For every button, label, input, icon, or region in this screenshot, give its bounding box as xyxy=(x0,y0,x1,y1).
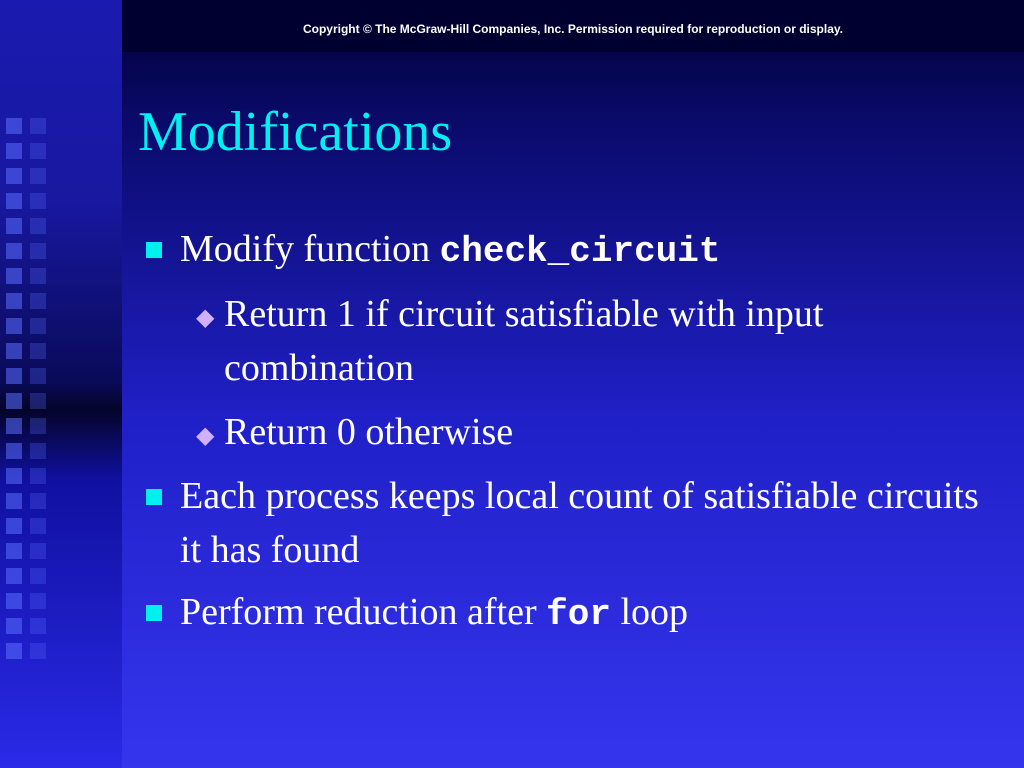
slide-content xyxy=(140,222,1000,650)
square-bullet-icon xyxy=(146,489,162,505)
square-bullet-icon xyxy=(146,605,162,621)
bullet-item xyxy=(140,222,1000,279)
sub-bullet-text: Return 1 if circuit satisfiable with input combination xyxy=(224,293,824,389)
square-column-decoration xyxy=(6,118,28,668)
square-column-decoration-faint xyxy=(30,118,52,668)
diamond-bullet-icon: ◆ xyxy=(196,303,215,331)
code-text: check_circuit xyxy=(439,231,721,272)
bullet-item xyxy=(140,469,1000,577)
bullet-text: Perform reduction after xyxy=(180,591,547,633)
diamond-bullet-icon: ◆ xyxy=(196,421,215,449)
sub-bullet-text: Return 0 otherwise xyxy=(224,411,514,453)
square-bullet-icon xyxy=(146,242,162,258)
sidebar-decoration xyxy=(0,0,122,768)
sub-bullet-item xyxy=(140,287,1000,395)
copyright-notice: Copyright © The McGraw-Hill Companies, Inc. Permission required for reproduction or display. xyxy=(302,22,844,36)
bullet-item xyxy=(140,585,1000,642)
code-text: for xyxy=(546,594,611,635)
slide-title: Modifications xyxy=(138,101,453,163)
bullet-text: Modify function xyxy=(180,228,440,270)
bullet-text-suffix: loop xyxy=(610,591,688,633)
bullet-text: Each process keeps local count of satisfiable circuits it has found xyxy=(180,475,979,571)
sub-bullet-item xyxy=(140,405,1000,459)
